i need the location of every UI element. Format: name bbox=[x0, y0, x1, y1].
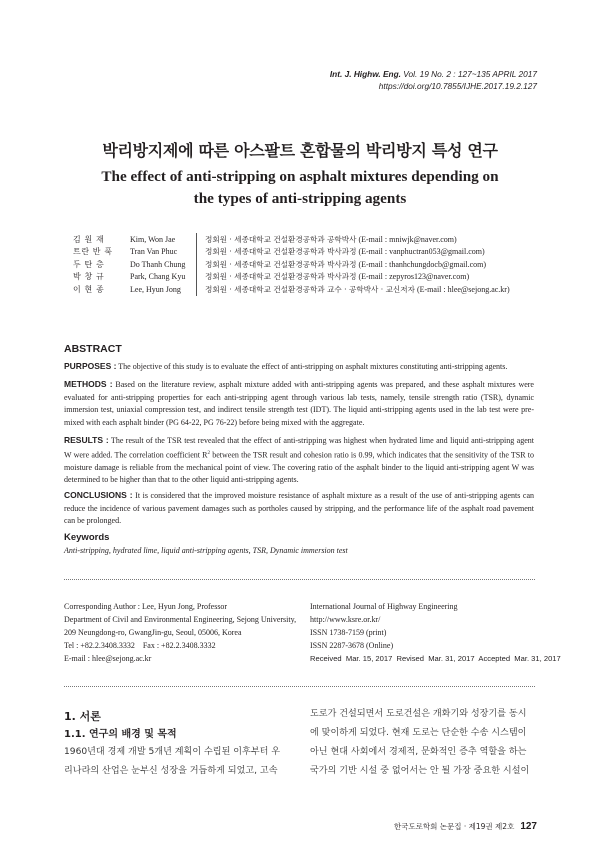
results-label: RESULTS : bbox=[64, 435, 109, 445]
title-english-line2: the types of anti-stripping agents bbox=[193, 190, 407, 207]
methods-text: Based on the literature review, asphalt mixture added with anti-stripping agents was prepared, and these asphalt mixtures were evaluated for anti-stripping properties for each anti-stripping agent through various lab tests, namely, tensile strength ratio (TSR), dynamic immersion test, uniaxial compression test, and indirect tensile strength test (IDT). The liquid anti-stripping agents used in the lab test were pre-mixed with each asphalt binder (PG 64-22, PG 76-22) before being mixed with the aggregate. bbox=[64, 380, 534, 427]
subsection-heading: 1.1. 연구의 배경 및 목적 bbox=[64, 729, 177, 740]
author-row bbox=[73, 233, 510, 246]
abstract-conclusions bbox=[64, 489, 534, 528]
issn-online: ISSN 2287-3678 (Online) bbox=[310, 641, 394, 650]
author-affiliation bbox=[199, 283, 510, 296]
body-line: 국가의 기반 시설 중 없어서는 안 될 가장 중요한 시설이 bbox=[310, 766, 530, 776]
department: Department of Civil and Environmental Engineering, Sejong University, bbox=[64, 615, 297, 624]
abstract-heading: ABSTRACT bbox=[64, 343, 122, 355]
author-affiliation bbox=[199, 258, 510, 271]
affiliation-text: 정회원 · 세종대학교 건설환경공학과 박사과정 bbox=[205, 272, 357, 282]
affiliation-text: 정회원 · 세종대학교 건설환경공학과 박사과정 bbox=[205, 247, 357, 257]
purposes-text: The objective of this study is to evaluate the effect of anti-stripping on asphalt mixtures constituting anti-stripping agents. bbox=[116, 362, 508, 371]
author-name-ko: 박 창 규 bbox=[73, 272, 105, 282]
keywords-text: Anti-stripping, hydrated lime, liquid anti-stripping agents, TSR, Dynamic immersion test bbox=[64, 546, 348, 555]
journal-url[interactable]: http://www.ksre.or.kr/ bbox=[310, 615, 381, 624]
tel-fax: Tel : +82.2.3408.3332 Fax : +82.2.3408.3332 bbox=[64, 641, 216, 650]
corresponding-author: Corresponding Author : Lee, Hyun Jong, Professor bbox=[64, 602, 228, 611]
affiliation-text: 정회원 · 세종대학교 건설환경공학과 교수 · 공학박사 · 교신저자 bbox=[205, 284, 415, 294]
author-row bbox=[73, 258, 510, 271]
author-name-en: Do Thanh Chung bbox=[130, 259, 186, 269]
body-line: 도로가 건설되면서 도로건설은 개화기와 성장기를 동시 bbox=[310, 709, 527, 719]
page-footer bbox=[394, 821, 537, 832]
conclusions-label: CONCLUSIONS : bbox=[64, 490, 133, 500]
section-heading: 1. 서론 bbox=[64, 710, 101, 723]
abstract-methods bbox=[64, 378, 534, 429]
author-name-en: Kim, Won Jae bbox=[130, 234, 176, 244]
author-name-en: Park, Chang Kyu bbox=[130, 272, 186, 282]
journal-full-name: International Journal of Highway Engineering bbox=[310, 602, 458, 611]
keywords-heading: Keywords bbox=[64, 532, 110, 543]
author-row bbox=[73, 246, 510, 259]
divider-dotted bbox=[64, 686, 535, 687]
author-affiliation bbox=[199, 246, 510, 259]
author-email: (E-mail : vanphuctran053@gmail.com) bbox=[358, 247, 485, 257]
footer-journal: 한국도로학회 논문집 · 제19권 제2호 bbox=[393, 822, 515, 831]
body-right-column bbox=[310, 705, 536, 781]
address: 209 Neungdong-ro, GwangJin-gu, Seoul, 05006, Korea bbox=[64, 628, 242, 637]
author-email: (E-mail : mniwjk@naver.com) bbox=[358, 234, 457, 244]
divider-dotted bbox=[64, 579, 535, 580]
author-row bbox=[73, 283, 510, 296]
abstract-purposes bbox=[64, 360, 534, 374]
author-name-ko: 이 현 종 bbox=[73, 284, 105, 294]
author-email: (E-mail : hlee@sejong.ac.kr) bbox=[416, 284, 510, 294]
author-affiliation bbox=[199, 233, 510, 246]
affiliation-text: 정회원 · 세종대학교 건설환경공학과 공학박사 bbox=[205, 234, 357, 244]
results-text-continued: between the TSR result and cohesion ratio is 0.99, which indicates that the sensitivity of the TSR to moisture damage is reliable from the mechanical point of view. The covering ratio of the asphalt binder to the liquid anti-stripping agent W was determined to be higher than that to the other liquid anti-stripping agents. bbox=[64, 450, 534, 485]
author-name-ko: 두 탄 층 bbox=[73, 259, 105, 269]
corresponding-email: E-mail : hlee@sejong.ac.kr bbox=[64, 654, 152, 663]
body-line: 리나라의 산업은 눈부신 성장을 거듭하게 되었고, 고속 bbox=[64, 766, 278, 776]
journal-name: Int. J. Highw. Eng. bbox=[329, 69, 401, 79]
correspondence-block bbox=[64, 600, 296, 665]
author-name-en: Tran Van Phuc bbox=[130, 247, 178, 257]
author-name-ko: 트란 반 푹 bbox=[73, 247, 113, 257]
abstract-results bbox=[64, 434, 534, 487]
author-name-en: Lee, Hyun Jong bbox=[130, 284, 181, 294]
title-korean: 박리방지제에 따른 아스팔트 혼합물의 박리방지 특성 연구 bbox=[102, 141, 498, 160]
author-name-ko: 김 원 재 bbox=[73, 234, 105, 244]
authors-table bbox=[73, 233, 510, 296]
affiliation-text: 정회원 · 세종대학교 건설환경공학과 박사과정 bbox=[205, 259, 357, 269]
conclusions-text: It is considered that the improved moisture resistance of asphalt mixture as a result of the use of anti-stripping agents can reduce the incidence of various pavement damages such as portholes caused by stripping, and the performance life of the asphalt road pavement can be prolonged. bbox=[64, 491, 534, 526]
author-email: (E-mail : thanhchungdocb@gmail.com) bbox=[358, 259, 487, 269]
author-affiliation bbox=[199, 271, 510, 284]
journal-info-block bbox=[310, 600, 561, 665]
journal-header bbox=[330, 68, 537, 80]
body-left-column bbox=[64, 743, 290, 781]
results-superscript: 2 bbox=[207, 450, 211, 456]
purposes-label: PURPOSES : bbox=[64, 361, 117, 371]
page-number: 127 bbox=[520, 821, 537, 832]
body-line: 에 맞이하게 되었다. 현재 도로는 단순한 수송 시스템이 bbox=[310, 728, 527, 738]
body-line: 아닌 현대 사회에서 경제적, 문화적인 증추 역할을 하는 bbox=[310, 747, 527, 757]
title-english bbox=[0, 166, 600, 210]
methods-label: METHODS : bbox=[64, 379, 113, 389]
received-dates: Received Mar. 15, 2017 Revised Mar. 31, 2017 Accepted Mar. 31, 2017 bbox=[310, 654, 561, 663]
title-english-line1: The effect of anti-stripping on asphalt mixtures depending on bbox=[101, 168, 499, 185]
body-line: 1960년대 경제 개발 5개년 계획이 수립된 이후부터 우 bbox=[64, 747, 281, 757]
doi-link[interactable]: https://doi.org/10.7855/IJHE.2017.19.2.127 bbox=[378, 81, 537, 91]
results-text: The result of the TSR test revealed that the effect of anti-stripping was highest when hydrated lime and liquid anti-stripping agent W were added. The correlation coefficient R bbox=[64, 436, 535, 460]
issn-print: ISSN 1738-7159 (print) bbox=[310, 628, 387, 637]
author-email: (E-mail : zepyros123@naver.com) bbox=[358, 272, 470, 282]
author-row bbox=[73, 271, 510, 284]
volume-info: Vol. 19 No. 2 : 127~135 APRIL 2017 bbox=[403, 69, 537, 79]
